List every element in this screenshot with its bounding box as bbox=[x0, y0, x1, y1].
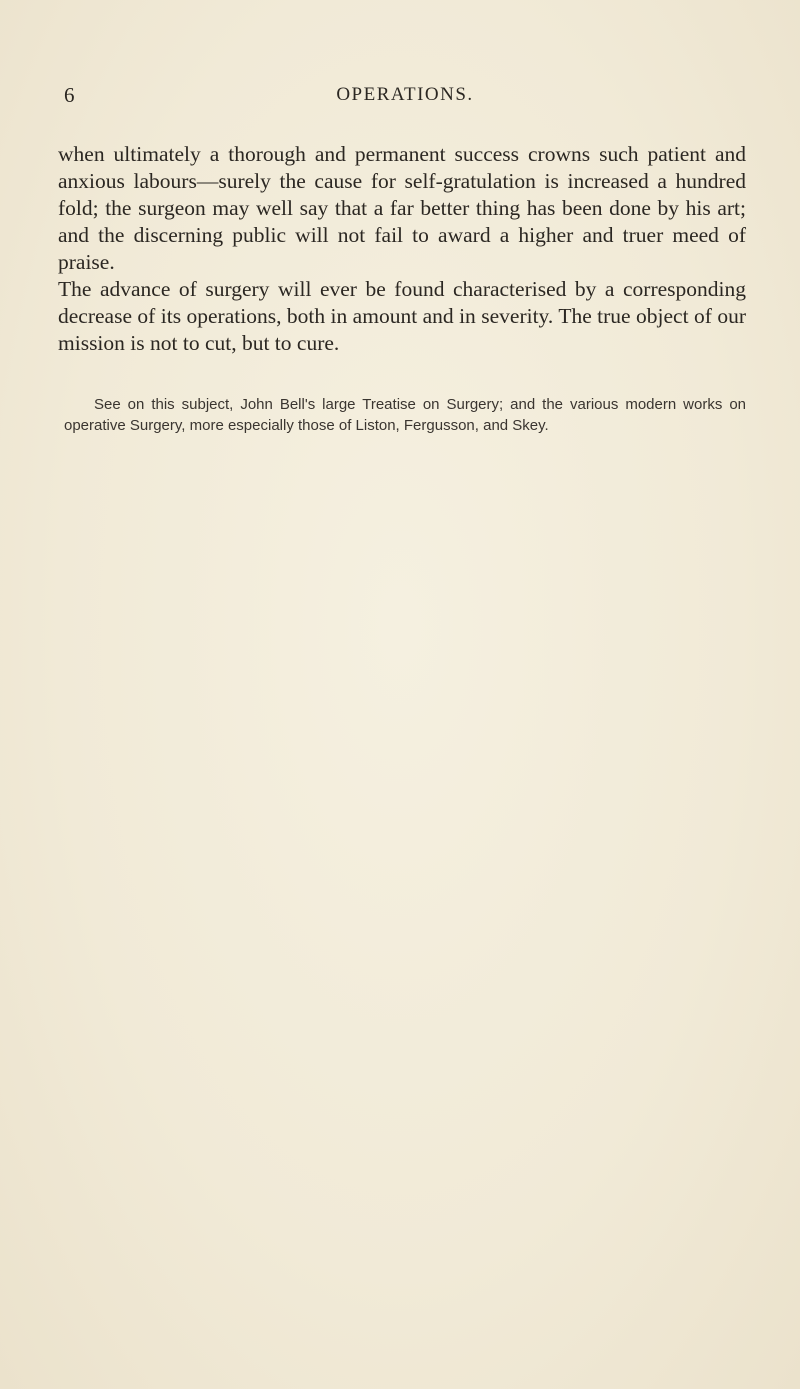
page-number: 6 bbox=[64, 83, 75, 107]
running-title: OPERATIONS. bbox=[336, 84, 474, 105]
footnote-text: See on this subject, John Bell's large Treatise on Surgery; and the various modern works on operative Surgery, more especially those of Liston, Fergusson, and Skey. bbox=[64, 396, 746, 434]
body-text bbox=[58, 141, 746, 357]
paragraph-continued: when ultimately a thorough and permanent success crowns such patient and anxious labours—surely the cause for self-gratulation is increased a hundred fold; the surgeon may well say that a far better thing has been done by his art; and the discerning public will not fail to award a higher and truer meed of praise. bbox=[58, 142, 746, 274]
running-head bbox=[64, 80, 746, 110]
paragraph-advance-of-surgery: The advance of surgery will ever be found characterised by a corresponding decrease of its operations, both in amount and in severity. The true object of our mission is not to cut, but to cure. bbox=[58, 277, 746, 355]
footnote bbox=[64, 394, 746, 436]
